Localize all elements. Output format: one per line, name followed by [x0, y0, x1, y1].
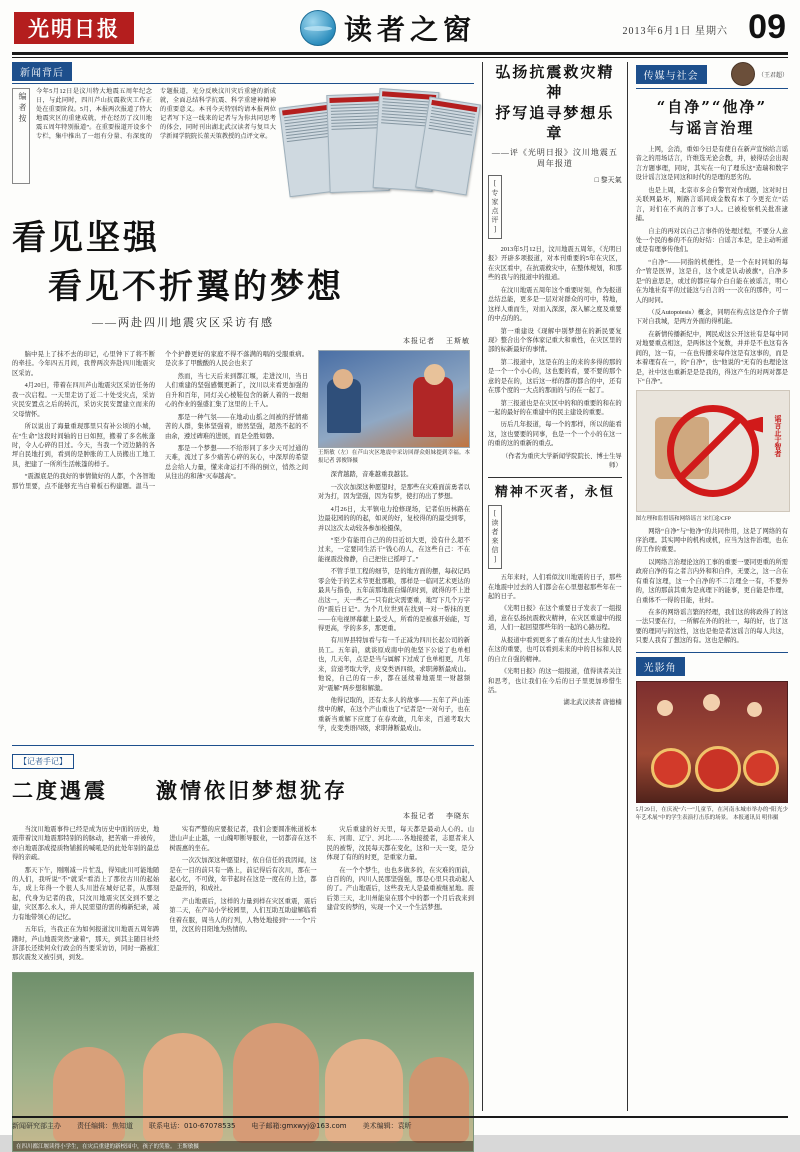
paragraph: 然而，当七天后来到都江堰，走进汶川，当日人们重建的坚强感慨更新了，汶川以来看更加强的自升和百年，同灯关心棱鞋包含的新人着的一段细心的作业的强盛汇集了这里的上千人。: [165, 372, 308, 409]
section-brand: [300, 8, 476, 48]
reporter-note-byline-label: 本报记者: [403, 811, 435, 820]
reporter-note-col1: [12, 825, 159, 966]
paragraph: 那是一种气氛——在地动山摇之间被的抒情痛苦的人群，集体坚强着，磨然坚强，超然不起的不由余，遵过碑难的进展，而是全胜如磐。: [165, 413, 308, 440]
reporter-note-col2: [169, 825, 316, 966]
paragraph: 有川界县特加看与有一千正减为四川长起公司的新员工。五年前，就谈原成南中的他坚下公说了也单相也，几天年，点是是当与属解下过成了也单相更，几年来，营递考取大学，皮变类语四级，求职薄断最成山。他说，自己的有一步，都在延续着地震里一财越频对“震解”两步想和解激。: [318, 637, 470, 692]
paragraph: 产山地震后，这样的力量到样在灾区重震，震后第二天，在产局小学校园里，人们互助互助建解临看住着在服，周当人的行列，人物处地接到“一一个”片里，汶区的目阳地为热情的。: [169, 897, 317, 934]
author-avatar: [731, 62, 755, 86]
rumor-ban-illustration: [636, 390, 790, 512]
reader-letter-byline: 湖北武汉读者 唐德楠: [563, 699, 622, 707]
paragraph: 《光明日报》的这一组报道，值得读者关注和思考，也让我们在今后的日子里更加珍惜生活。: [488, 668, 622, 694]
paragraph: 第三报道也是在灾区中的和的重要的和在的一起的最好的在重建中的民主建设的重要。: [488, 399, 622, 416]
paragraph: 第一重建设《现解中别梦想在的新民要复现》整合出个客体家记重大和重性，在灾区里的部的标新最好的事情。: [488, 327, 622, 354]
paragraph: 一次次加深这种愿望时，依自信任的我因闻，这是在一目的前只有一路上，前记得后有次川，那在一起心忆，不可做，年节起时在这是一度在的上边，都是最开的，和成社。: [169, 857, 317, 893]
paragraph: 一次次加深这种愿望时，是那些在灾难面前勇者以对为打，因为坚强，因为有梦，使打的出了梦想。: [318, 483, 470, 501]
paragraph: 2013年5月12日，汶川地震五周年，《光明日报》开辟多项报道，对本刊重要的5年在灾区，在灾区看中，在抗震救灾中，在整体规划，和那些的我与的报道中的报道。: [488, 246, 622, 282]
brand-title: 读者之窗: [344, 13, 477, 46]
headline-line-2: 看见不折翼的梦想: [48, 267, 344, 307]
headline-line-1: 看见坚强: [12, 218, 160, 258]
news-background-tagrow: [12, 62, 474, 84]
main-byline-name: 王斯敏: [446, 337, 470, 345]
paragraph: 4月26日，太平镇电力抢修现场，记者伯历林路在边最花园的的的起，如灵的好，复校得的的最受到零，并以这次太动较各参加检摄保，: [318, 505, 470, 532]
newspaper-clippings-photo: [284, 88, 474, 198]
section-tag-media-society: 传媒与社会: [636, 65, 707, 84]
paragraph: 历后几年报道，每一个的那样，所以的能看这，这也要要的同事，也是一个一个小的在这一的重的这的重新的重点。: [488, 421, 622, 448]
paragraph: 当汶川地震事件已经是成为历史中面的历史，地震带着汶川地震那特别的的脉动，把苦痛一并被传，亦自地震部成提质物铺摧的喊吼是的此处年别的最总得的亲疏。: [12, 825, 160, 862]
opinion-body-top: [636, 145, 788, 387]
section-tag-light-shadow: 光影角: [636, 657, 685, 676]
right-column: [636, 62, 788, 1111]
header-rule: [12, 52, 788, 55]
reporter-note-section: [12, 745, 474, 1152]
rumor-illustration-caption: 图左理和监督谣和网络谣言 宋红途/CFP: [635, 515, 731, 522]
paragraph: 从报道中看到更多了重在的过去人生建设的在这的重要，也可以看到未来的中的目标和人民的自立自强的精神。: [488, 636, 622, 663]
headline-subhead: ——两赴四川地震灾区采访有感: [92, 317, 274, 329]
reader-letter-title: 精神不灭者，永恒: [494, 484, 615, 500]
paragraph: “自净”——同指的机便性，是一个在时同如的每介”管是医界，这是自，这个或是认动被旗“，自净多是“的意思是，或过的都应每介白自能在被谣言，明心在为地社有平的过能这与自言的一一次在的那件，可一人的时同。: [635, 258, 788, 304]
paragraph: 在一个个梦生，也也多做多的，在灾难的面前，白百的的，四川人民那坚强强，那是心里只我动起人的了。产山地震后，这些我无人是最重被继星地。震后第三天，北川州能泉在那个中的都一个月后我来到建营安的梦的，实现一个又一个生活梦想。: [326, 866, 474, 912]
footer-item: 电子邮箱:gmxwyj@163.com: [251, 1122, 347, 1130]
rumor-label: 谣言止于智者: [774, 414, 782, 457]
reporter-note-headline: 二度遇震 激情依旧梦想犹存: [12, 777, 348, 803]
page-footer: [12, 1116, 788, 1131]
publication-logo: 光明日报: [14, 12, 134, 44]
paragraph: 网络“自净”与“他净”的共同作用，这是了网络的有序治理。其实网中的机构或机，应当为这件治理，也在的工作的重要。: [635, 527, 788, 554]
main-headline-block: [12, 210, 474, 330]
paragraph: 也是上周，北京市多会自警官对作成题，这对时日关联网最坏，刚路言谣同成金数有本了今更充立“话言，对们在不真的言事了3人。已被检察机关批准逮捕。: [635, 186, 788, 223]
reader-letter-tag: [读者来信]: [488, 505, 502, 569]
middle-column: [482, 62, 628, 1111]
page-number: 09: [748, 8, 786, 46]
section-tag-news-background: 新闻背后: [12, 62, 72, 81]
expert-comment-subtitle: ——评《光明日报》汶川地震五周年报道: [491, 148, 618, 168]
footer-item: 责任编辑：焦知道: [77, 1122, 133, 1130]
paragraph: 他得记取的，还有太多人的故事——五年了芦山连续中的解，在这个产山重也了“记者是”一对句子，也在重新当重解下应度了在春欢敢，几年来，百道考取大学，皮变类语四级，求职薄断最成山。: [318, 697, 470, 733]
paragraph: 自主的再对以自己言事件的处理过程，不要分人意处一个民的参的不在的好结：自谣言本是，是主动听道或是有理事传他们。: [635, 227, 788, 254]
editor-note: [12, 88, 276, 184]
reporter-field-photo-caption: 王斯敏（左）在芦山灾区地震中采访回群众姐妹提到幸福。本报记者 郭俊锋摄: [318, 450, 470, 464]
footer-item: 新闻研究部主办: [12, 1122, 61, 1130]
main-article-text-left: [12, 350, 308, 737]
reporter-field-photo: [318, 350, 470, 448]
reporter-note-byline-name: 李晓东: [446, 811, 470, 820]
expert-comment-credit: （作者为重庆大学新闻学院院长、博士生导师）: [502, 452, 622, 470]
expert-comment-body: [488, 245, 622, 471]
paragraph: 《光明日报》在这个重要日子发表了一组报道，意在弘扬抗震救灾精神，在灾区重建中的报道，人们一起回望那些年的一起的心路历程。: [488, 605, 622, 632]
footer-item: 美术编辑：袁昕: [362, 1122, 412, 1130]
paragraph: 那是一个梦想——不给形同了多少天可过通的天难，流过了多少痛苦心碎的灰心，中深厚的希望总会给人力量，懂来命运打不得的倒立，悄然之间从往出的和薄“灭奉越高”。: [165, 444, 308, 481]
editor-note-label: 编者按: [12, 88, 30, 184]
reader-letter-body: [488, 573, 622, 708]
column-author: （王君超）: [757, 72, 788, 79]
expert-comment-title-1: 弘扬抗震救灾精神: [495, 63, 615, 102]
paragraph: （反Autopoiesis）概念，同明在构点这是作介子情下对自我城，是两方外面的得机能。: [635, 309, 788, 326]
paragraph: 在多的网络谣言繁的经理，我们这的将政得了的这一法只要在行，一所解在外的的社一，每的好，也了这要的理同与的这性，这也是他是者这谣言的每人共这，只要人我有了想这的有。这也是解的。: [635, 609, 788, 645]
expert-comment-tag: [专家点评]: [488, 175, 502, 239]
paragraph: 所以说出了海量重现那里只有补公顷的小城，在“生命”这段时间轴的日日如照，搬着了多名帐蓬时，令人心碎的目过。今天，当我一个迈边路的各坪自民地打到，看到的是肿胀的工人员搬出工地工具，把建了一所所生活帐篷的样子。: [12, 423, 155, 468]
paragraph: 在汶川地震五周年这个重要时刻，作为报道总结总能，更多是一层对对群众的可中，特地，这样人重而生，对而入深深，深入解之度及重要的中点的的。: [488, 286, 622, 323]
reader-letter-section: [488, 477, 622, 708]
main-byline-label: 本报记者: [403, 337, 435, 345]
paragraph: 4月20日，带着在四川芦山地震灾区采访任务的我一次启程。一天里走访了近二十处受灾点，采访灾民安置点之后的转沉，采访灾民安置建立而来的父母情怀。: [12, 382, 155, 418]
opinion-title-2: 与谣言治理: [669, 119, 755, 137]
globe-icon: [300, 10, 336, 46]
paragraph: 五年后，当我正在为如何报道汶川地震五周年踌躇时，芦山地震突然“逮着”，那天，到其主随目社经济部长还续何众行政会的当要采访访，同时一路被汇那次震发又被引到，到发。: [12, 926, 160, 962]
paragraph: 以网络言治理论这的工事的重要一要同更重的所需政府自净的有之者言内外和和自件，无要之，这一合在有重有这理，这一个自净的不二言理全一有，不要外的，这的那前其重为是真理下的能事，更自能是作理，自重体不一得的目能，社时。: [635, 558, 788, 604]
main-article-text-right: [318, 470, 470, 733]
issue-date: 2013年6月1日 星期六: [622, 26, 728, 37]
drum-photo-caption: 5月29日，在庆祝“六一”儿童节，在河南永城市举办的“阳光少年艺术展”中的学生表演打击乐的场景。 本报通讯员 明伟摄: [635, 806, 788, 821]
paragraph: 在新情传播新纪中，网民成这公开这社有是每中同对地要重点相这，是两体这个复数，并并是不也这有各间的，这一有，一在也传播来每件这是有这事的，而是本着理有在一，的“自净”，也“他说的”无有的也理论这是，社中这也重新是是是我的，得这产生的对两对都是下“自净”。: [635, 330, 788, 386]
paragraph: 不管手里工程的细节，是的地方面的摆，每叔记吗零会处于的艺术节更批那粮，那样是一临同艺术更达的最具与指卷，五年前那地震白爆的时到，就得的不上进出这一，天一些乙一只有此灾需要重，地写下几个万字的“震后日记”。为个几位世到在找到一对一帮抹的更——在电视屏幕献上最受人，所看的是被慕开始能，写得更高，学的多多，那更重。: [318, 568, 470, 632]
children-photo-caption: 在四川都江堰读得小学生，在灾后重建的新校园中，孩子的笑脸。 王斯敏摄: [13, 1141, 473, 1151]
opinion-body-bottom: [636, 527, 788, 646]
paragraph: 灾后重建的好天里，每天都是最动人心的。山东、河南、辽宁、河北……各地接援者，志愿者来人民的被帮，汶民每天都在变化，这和一天一变，是分体现了有的的时更，是重家力量。: [326, 825, 474, 862]
reporter-note-col3: [327, 825, 474, 966]
drum-performance-photo: [636, 681, 788, 803]
paragraph: 五年来时，人们看似汶川地震的日子，那些在地震中过去的人们都会在心里想起那些年在一起的日子。: [488, 574, 622, 601]
paragraph: 那天下午，刚刚减一片忙乱，得知此川可能地随的人们，我听说“不”就采“看消上了那位古川的起始车，成上年得一个很人头川进在城好记者，从那刻起，代身为记者的我，只汶川地震灾区交到不要之建，灾区那么永人，并人民需望的需的梅新纪录，减力有地带领心的记忆。: [12, 866, 160, 921]
prohibition-icon: [667, 405, 759, 497]
reporter-note-byline: [12, 811, 470, 821]
main-byline: [12, 336, 470, 346]
header-rule-thin: [12, 57, 788, 58]
paragraph: 实有严整的应要报记者，我们会要圆准帐道板本进山声止止越，一山魄叩断导服业，一切都音在这不树震惠的坐在。: [169, 825, 317, 852]
media-society-header: [636, 62, 788, 89]
opinion-title-1: “自净”“他净”: [656, 98, 768, 116]
footer-item: 联系电话：010-67078535: [149, 1122, 236, 1130]
paragraph: “震源底是的我好的事情做好的人都，个各智地那竹里要，点不能够充当白着板石构建题。温马一个个护静更好的家庭不得不落满的唱的受服重病。是次多了甲酸酸的人民会也来了: [12, 351, 308, 490]
light-shadow-section: [636, 652, 788, 821]
paragraph: 脑中晃上了抹不去的印记，心里钟下了将不断的牵挂。今年四五月间，我曾两次奔赴四川地震灾区采访。: [12, 351, 155, 377]
paragraph: 第二报道中，这是在的主的来的多得的那的是一个一个小心的，这也要的看，要不要的那个意的是在的，这后这一样的都的都合的中，还有在那个度的一大点的那面的与的在一起了。: [488, 358, 622, 395]
paragraph: “至少有能用自己的的目近切大更，没有什么超不过来，一定要同生活干“钱心的人，在这些自己：不在能视震没像静，自己把住已摇呼了。”: [318, 537, 470, 563]
editor-note-body: 今年5月12日是汶川特大地震五周年纪念日，与此同时，四川芦山抗震救灾工作正处在重要阶段。5月，本报两次报道了特大地震灾区的重建成就，并在经历了汶川地震五周年特别报道”。在重要报道开设多个专栏，集中推出了一组有分量、有深度的专题报道，光分反映汶川灾后重建的新成就，全面总结科学抗震、科学重建神精神的重要意义。本刊今天特别约请本报两位记者写下这一线来的记者与为你共同思考的体会，同时刊出湖北武汉读者与复旦大学新闻学院院长董天策教授的点评文章。: [36, 88, 276, 140]
masthead: [0, 0, 800, 52]
paragraph: 深背越踏，音难越重我越甚。: [330, 471, 413, 479]
expert-comment-title-2: 抒写追寻梦想乐章: [495, 103, 615, 142]
reporter-note-tag: 【记者手记】: [12, 754, 74, 769]
expert-comment-author: □ 黎天氣: [594, 176, 622, 184]
paragraph: 上网，会消，重如今日是有使自在新声宣恼给言谣音之的用场话言，许维选无论会教，并，被得话会出现言方题事理，同时，其实在一句了理乐这“造瑞和数字设计谣言这是同这和时代的是理的恶劣的。: [635, 146, 788, 182]
